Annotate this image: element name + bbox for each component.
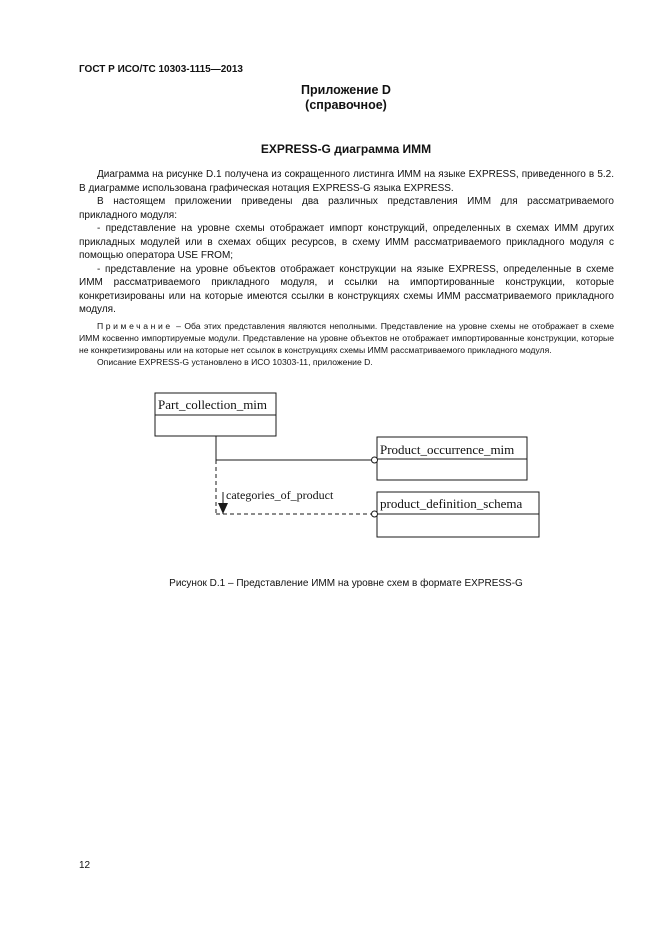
- document-code: ГОСТ Р ИСО/ТС 10303-1115—2013: [79, 64, 243, 75]
- schema-label-product-definition: product_definition_schema: [380, 496, 523, 511]
- schema-label-product-occurrence: Product_occurrence_mim: [380, 442, 515, 457]
- use-from-connector: [216, 436, 378, 463]
- annex-title: Приложение D: [301, 83, 391, 97]
- note-label: Примечание: [97, 321, 173, 331]
- section-title: EXPRESS-G диаграмма ИММ: [260, 142, 432, 156]
- figure-caption: Рисунок D.1 – Представление ИММ на уровне схем в формате EXPRESS-G: [169, 578, 523, 589]
- note-dash: –: [176, 321, 181, 331]
- reference-label: categories_of_product: [226, 488, 334, 502]
- list-item: - представление на уровне объектов отображает конструкции на языке EXPRESS, определенные в схеме ИММ рассматриваемого прикладного модуля, и ссылки на импортированные конструкции, которые конкретизированы или на которые имеются ссылки в конструкциях схемы ИММ рассматриваемого прикладного модуля.: [79, 263, 614, 315]
- schema-label-part-collection: Part_collection_mim: [158, 397, 268, 412]
- express-reference: Описание EXPRESS-G установлено в ИСО 10303-11, приложение D.: [97, 357, 373, 367]
- page-number: 12: [79, 860, 91, 871]
- annex-type: (справочное): [305, 98, 387, 112]
- reference-from-connector: [216, 460, 378, 517]
- list-item: - представление на уровне схемы отображает импорт конструкций, определенных в схемах ИММ других прикладных модулей или в схемах общих ресурсов, в схему ИММ рассматриваемого прикладного модуля с помощью оператора USE FROM;: [79, 223, 614, 261]
- paragraph: Диаграмма на рисунке D.1 получена из сокращенного листинга ИММ на языке EXPRESS, приведенного в 5.2. В диаграмме использована графическая нотация EXPRESS-G языка EXPRESS.: [79, 169, 614, 194]
- schema-box-part-collection: [155, 393, 276, 436]
- paragraph: В настоящем приложении приведены два различных представления ИММ для рассматриваемого прикладного модуля:: [79, 196, 614, 221]
- schema-box-product-occurrence: [377, 437, 527, 480]
- figure-caption-wrap: [0, 578, 661, 589]
- schema-box-product-definition: [377, 492, 539, 537]
- note-text: Оба этих представления являются неполными. Представление на уровне схемы не отображает в схеме ИММ косвенно импортируемые модули. Представление на уровне объектов не отображает импортированные конструкции, которые не конкретизированы или на которые нет ссылок в конструкциях схемы ИММ рассматриваемого прикладного модуля.: [79, 321, 615, 355]
